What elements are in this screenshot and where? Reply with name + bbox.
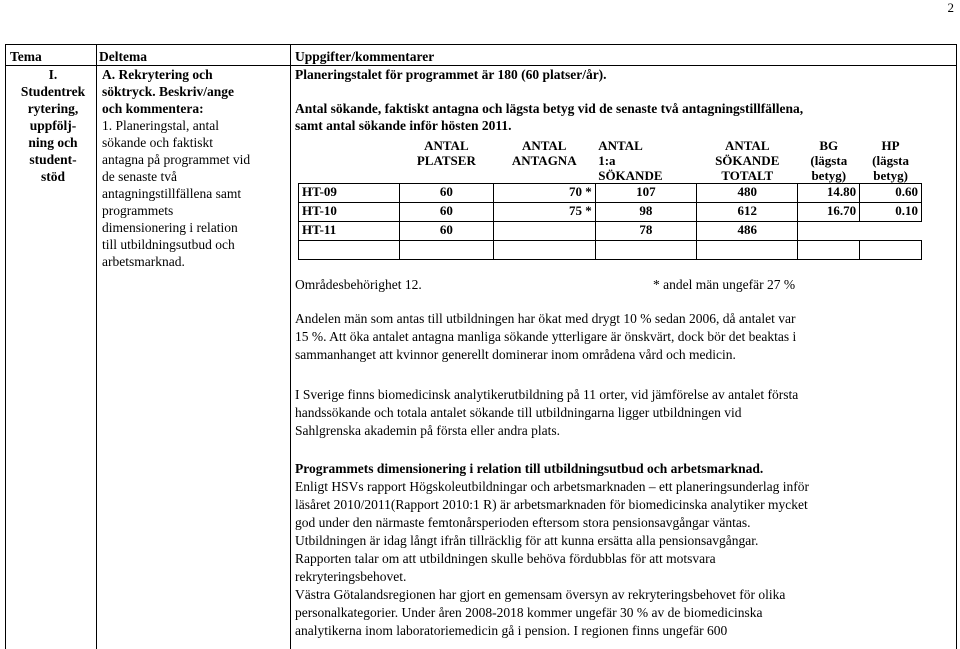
col-header-hp: HP (lägsta betyg) <box>872 138 909 183</box>
header-uppgifter: Uppgifter/kommentarer <box>295 49 435 64</box>
admission-stats-table <box>298 138 922 260</box>
footnote-row <box>295 276 950 293</box>
tema-cell <box>10 66 96 185</box>
deltema-cell <box>102 66 288 270</box>
tema-line: uppfölj- <box>29 118 77 133</box>
omradesbehorighet: Områdesbehörighet 12. <box>295 277 422 292</box>
header-deltema: Deltema <box>99 49 147 64</box>
table-row: HT-10 60 75 * 98 612 16.70 0.10 <box>299 203 922 222</box>
col-header-antagna: ANTAL ANTAGNA <box>511 138 577 168</box>
header-tema: Tema <box>10 49 42 64</box>
deltema-line: sökande och faktiskt <box>102 135 213 150</box>
paragraph-dimensionering: Programmets dimensionering i relation till utbildningsutbud och arbetsmarknad. Enligt HSVs rapport Högskoleutbildningar och arbetsmarknaden – ett planeringsunderlag inför läsåret 2010/2011(Rapport 2010:1 R) är arbetsmarknaden för biomedicinska analytiker mycket god under den närmaste femtonårsperioden eftersom stora pensionsavgångar väntas. Utbildningen är idag långt ifrån tillräcklig för att kunna ersätta alla pensionsavgångar. Rapporten talar om att utbildningen skulle behöva fördubblas för att motsvara rekryteringsbehovet. Västra Götalandsregionen har gjort en gemensam översyn av rekryteringsbehovet för olika personalkategorier. Under åren 2008-2018 kommer ungefär 30 % av de biomedicinska analytikerna inom laboratoriemedicin gå i pension. I regionen finns ungefär 600 <box>295 460 935 640</box>
table-row: HT-09 60 70 * 107 480 14.80 0.60 <box>299 184 922 203</box>
uppgifter-intro <box>295 66 950 134</box>
deltema-line: programmets <box>102 203 174 218</box>
deltema-line: till utbildningsutbud och <box>102 237 235 252</box>
report-table <box>5 44 957 649</box>
paragraph-sverige: I Sverige finns biomedicinsk analytikerutbildning på 11 orter, vid jämförelse av antalet första handssökande och totala antalet sökande till utbildningarna ligger utbildningen vid Sahlgrenska akademin på första eller andra plats. <box>295 387 799 438</box>
deltema-line: dimensionering i relation <box>102 220 238 235</box>
dimensionering-heading: Programmets dimensionering i relation till utbildningsutbud och arbetsmarknad. <box>295 461 764 476</box>
antal-sokande-line-2: samt antal sökande inför hösten 2011. <box>295 118 512 133</box>
deltema-line: de senaste två <box>102 169 177 184</box>
deltema-line: 1. Planeringstal, antal <box>102 118 219 133</box>
andel-man-note: * andel män ungefär 27 % <box>653 277 796 292</box>
table-row: HT-11 60 78 486 <box>299 222 922 241</box>
col-header-totalt: ANTAL SÖKANDE TOTALT <box>715 138 780 183</box>
tema-line: student- <box>29 152 77 167</box>
deltema-line: arbetsmarknad. <box>102 254 185 269</box>
deltema-title-line: A. Rekrytering och <box>102 67 213 82</box>
col-header-bg: BG (lägsta betyg) <box>810 138 848 183</box>
col-header-platser: ANTAL PLATSER <box>416 138 476 168</box>
tema-line: stöd <box>40 169 65 184</box>
planeringstal-line: Planeringstalet för programmet är 180 (60 platser/år). <box>295 67 607 82</box>
deltema-line: antagna på programmet vid <box>102 152 251 167</box>
tema-line: rytering, <box>27 101 79 116</box>
page-number: 2 <box>947 0 954 15</box>
col-header-1a-sokande: ANTAL 1:a SÖKANDE <box>598 138 663 183</box>
table-row-empty <box>299 241 922 260</box>
column-divider-1 <box>96 45 97 649</box>
paragraph-andel-man: Andelen män som antas till utbildningen har ökat med drygt 10 % sedan 2006, då antalet var 15 %. Att öka antalet antagna manliga sökande ytterligare är önskvärt, dock bör det beaktas i sammanhanget att kvinnor generellt dominerar inom områdena vård och medicin. <box>295 311 797 362</box>
deltema-title-line: söktryck. Beskriv/ange <box>102 84 235 99</box>
antal-sokande-line: Antal sökande, faktiskt antagna och lägsta betyg vid de senaste två antagningstillfällena, <box>295 101 804 116</box>
column-divider-2 <box>290 45 291 649</box>
tema-line: ning och <box>28 135 78 150</box>
tema-line: I. <box>48 67 58 82</box>
deltema-line: antagningstillfällena samt <box>102 186 242 201</box>
tema-line: Studentrek <box>20 84 86 99</box>
deltema-title-line: och kommentera: <box>102 101 204 116</box>
